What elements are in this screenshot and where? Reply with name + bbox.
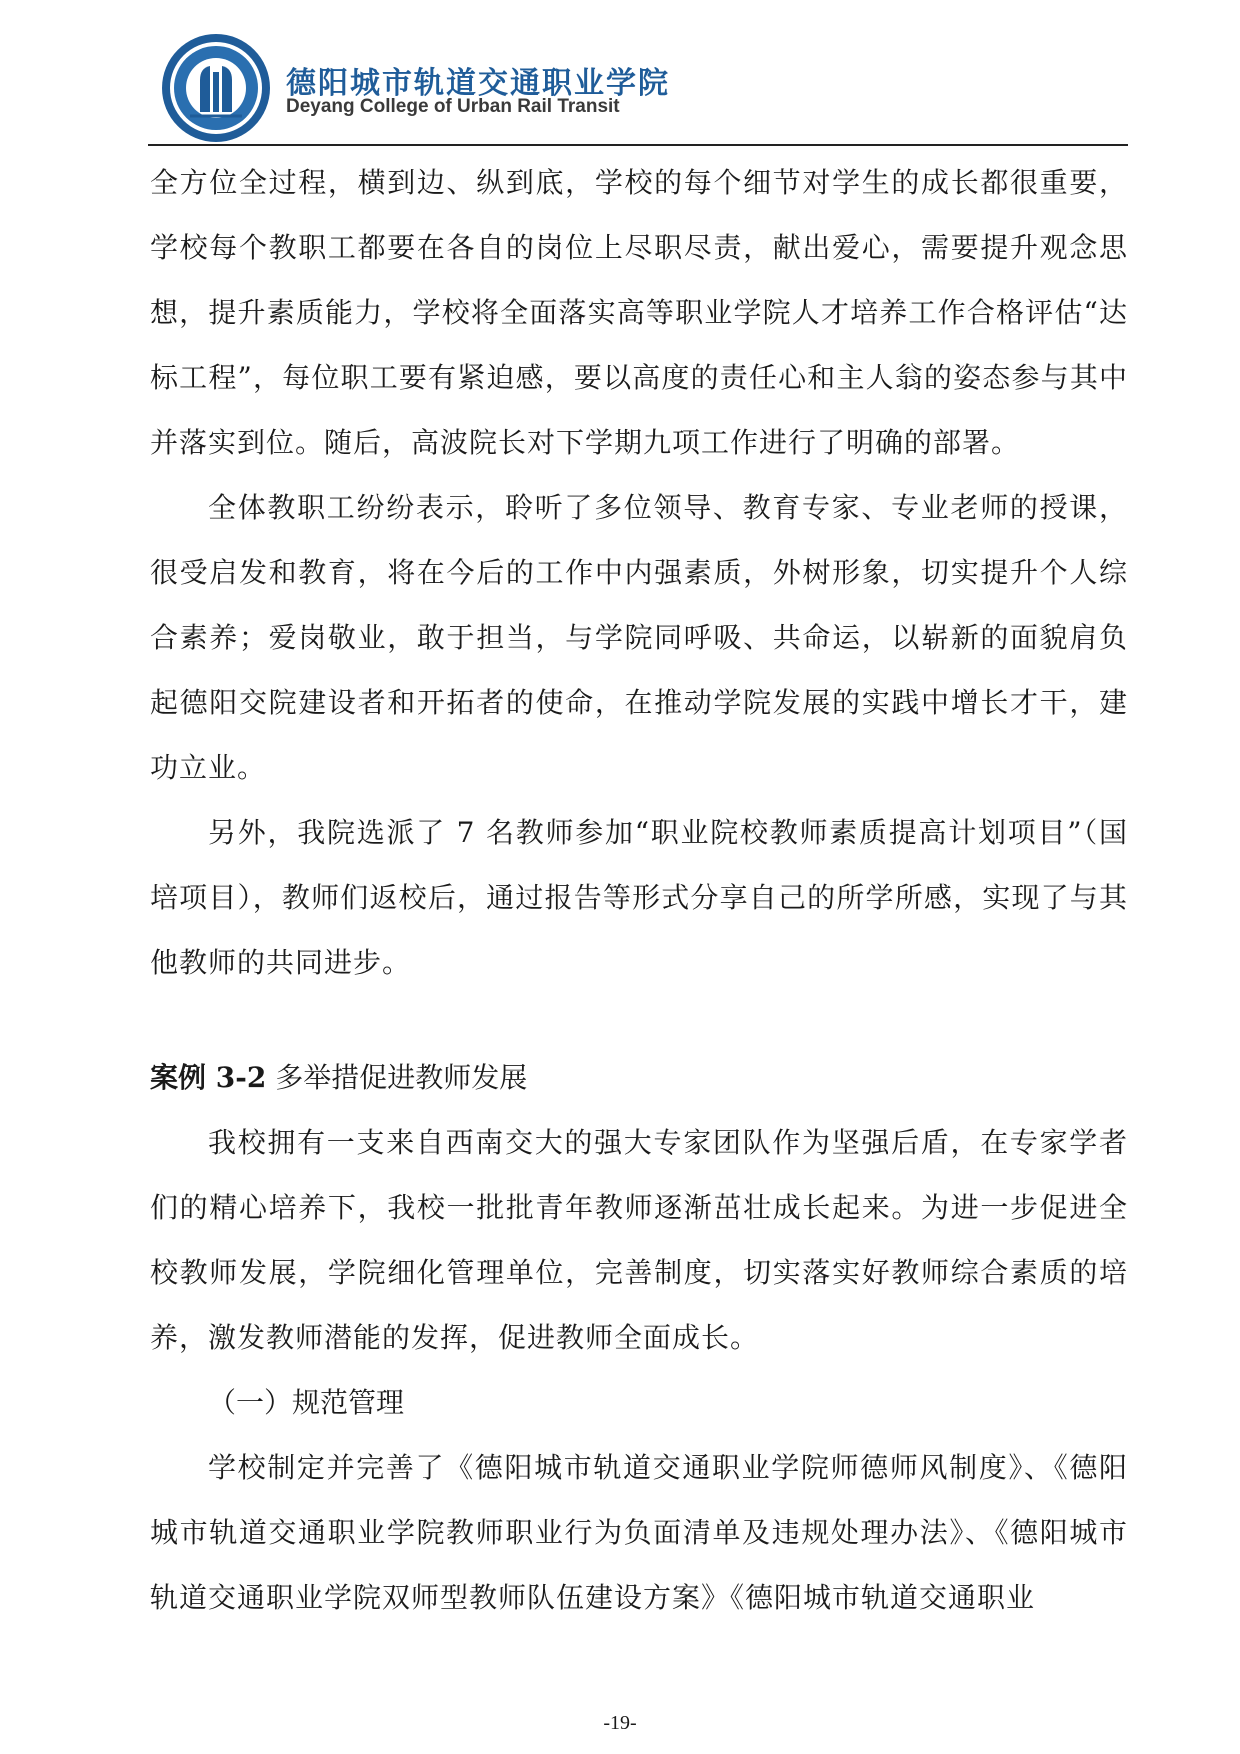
paragraph-1: 全方位全过程，横到边、纵到底，学校的每个细节对学生的成长都很重要，学校每个教职工都要在各自的岗位上尽职尽责，献出爱心，需要提升观念思想，提升素质能力，学校将全面落实高等职业学院人才培养工作合格评估“达标工程”，每位职工要有紧迫感，要以高度的责任心和主人翁的姿态参与其中并落实到位。随后，高波院长对下学期九项工作进行了明确的部署。: [150, 166, 1128, 459]
paragraph-2: 全体教职工纷纷表示，聆听了多位领导、教育专家、专业老师的授课，很受启发和教育，将在今后的工作中内强素质，外树形象，切实提升个人综合素养；爱岗敬业，敢于担当，与学院同呼吸、共命运，以崭新的面貌肩负起德阳交院建设者和开拓者的使命，在推动学院发展的实践中增长才干，建功立业。: [150, 491, 1128, 784]
school-name-en: Deyang College of Urban Rail Transit: [286, 96, 620, 117]
header-rule: [148, 144, 1128, 146]
page-header: [148, 26, 1128, 146]
section-gap: [150, 995, 1128, 1045]
case-label: 案例 3-2: [150, 1061, 267, 1094]
case-title: 多举措促进教师发展: [275, 1061, 528, 1094]
paragraph-4: 我校拥有一支来自西南交大的强大专家团队作为坚强后盾，在专家学者们的精心培养下，我校一批批青年教师逐渐茁壮成长起来。为进一步促进全校教师发展，学院细化管理单位，完善制度，切实落实好教师综合素质的培养，激发教师潜能的发挥，促进教师全面成长。: [150, 1126, 1128, 1354]
page-number: -19-: [603, 1712, 637, 1734]
school-name-cn: 德阳城市轨道交通职业学院: [286, 66, 670, 101]
subheading: （一）规范管理: [208, 1386, 405, 1419]
paragraph-3: 另外，我院选派了 7 名教师参加“职业院校教师素质提高计划项目”（国培项目），教师们返校后，通过报告等形式分享自己的所学所感，实现了与其他教师的共同进步。: [150, 816, 1128, 979]
paragraph-5: 学校制定并完善了《德阳城市轨道交通职业学院师德师风制度》、《德阳城市轨道交通职业学院教师职业行为负面清单及违规处理办法》、《德阳城市轨道交通职业学院双师型教师队伍建设方案》《德阳城市轨道交通职业: [150, 1451, 1128, 1614]
page-body: [150, 150, 1128, 1630]
college-logo: [160, 32, 272, 144]
case-heading: [150, 1045, 1128, 1110]
